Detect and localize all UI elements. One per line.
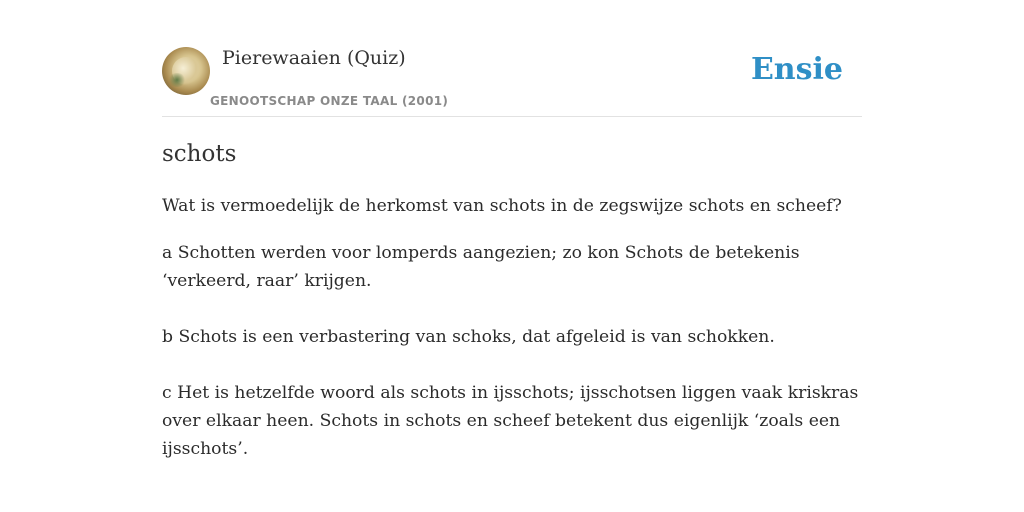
source-title[interactable]: Pierewaaien (Quiz) (222, 47, 406, 69)
ensie-logo-link[interactable]: Ensie (750, 52, 843, 87)
headword: schots (162, 141, 237, 167)
source-publisher: GENOOTSCHAP ONZE TAAL (2001) (210, 94, 449, 108)
cover-detail (168, 73, 186, 87)
quiz-question: Wat is vermoedelijk de herkomst van schots in de zegswijze schots en scheef? (162, 196, 842, 216)
answer-option-c: c Het is hetzelfde woord als schots in ijsschots; ijsschotsen liggen vaak kriskras over elkaar heen. Schots in schots en scheef betekent dus eigenlijk ‘zoals een ijsschots’. (162, 383, 859, 459)
entry-header (162, 46, 862, 117)
answer-option-b: b Schots is een verbastering van schoks, dat afgeleid is van schokken. (162, 327, 775, 347)
answer-option-a: a Schotten werden voor lomperds aangezien; zo kon Schots de betekenis ‘verkeerd, raar’ krijgen. (162, 243, 800, 291)
book-cover-icon[interactable] (162, 47, 210, 95)
entry-content (162, 138, 867, 463)
